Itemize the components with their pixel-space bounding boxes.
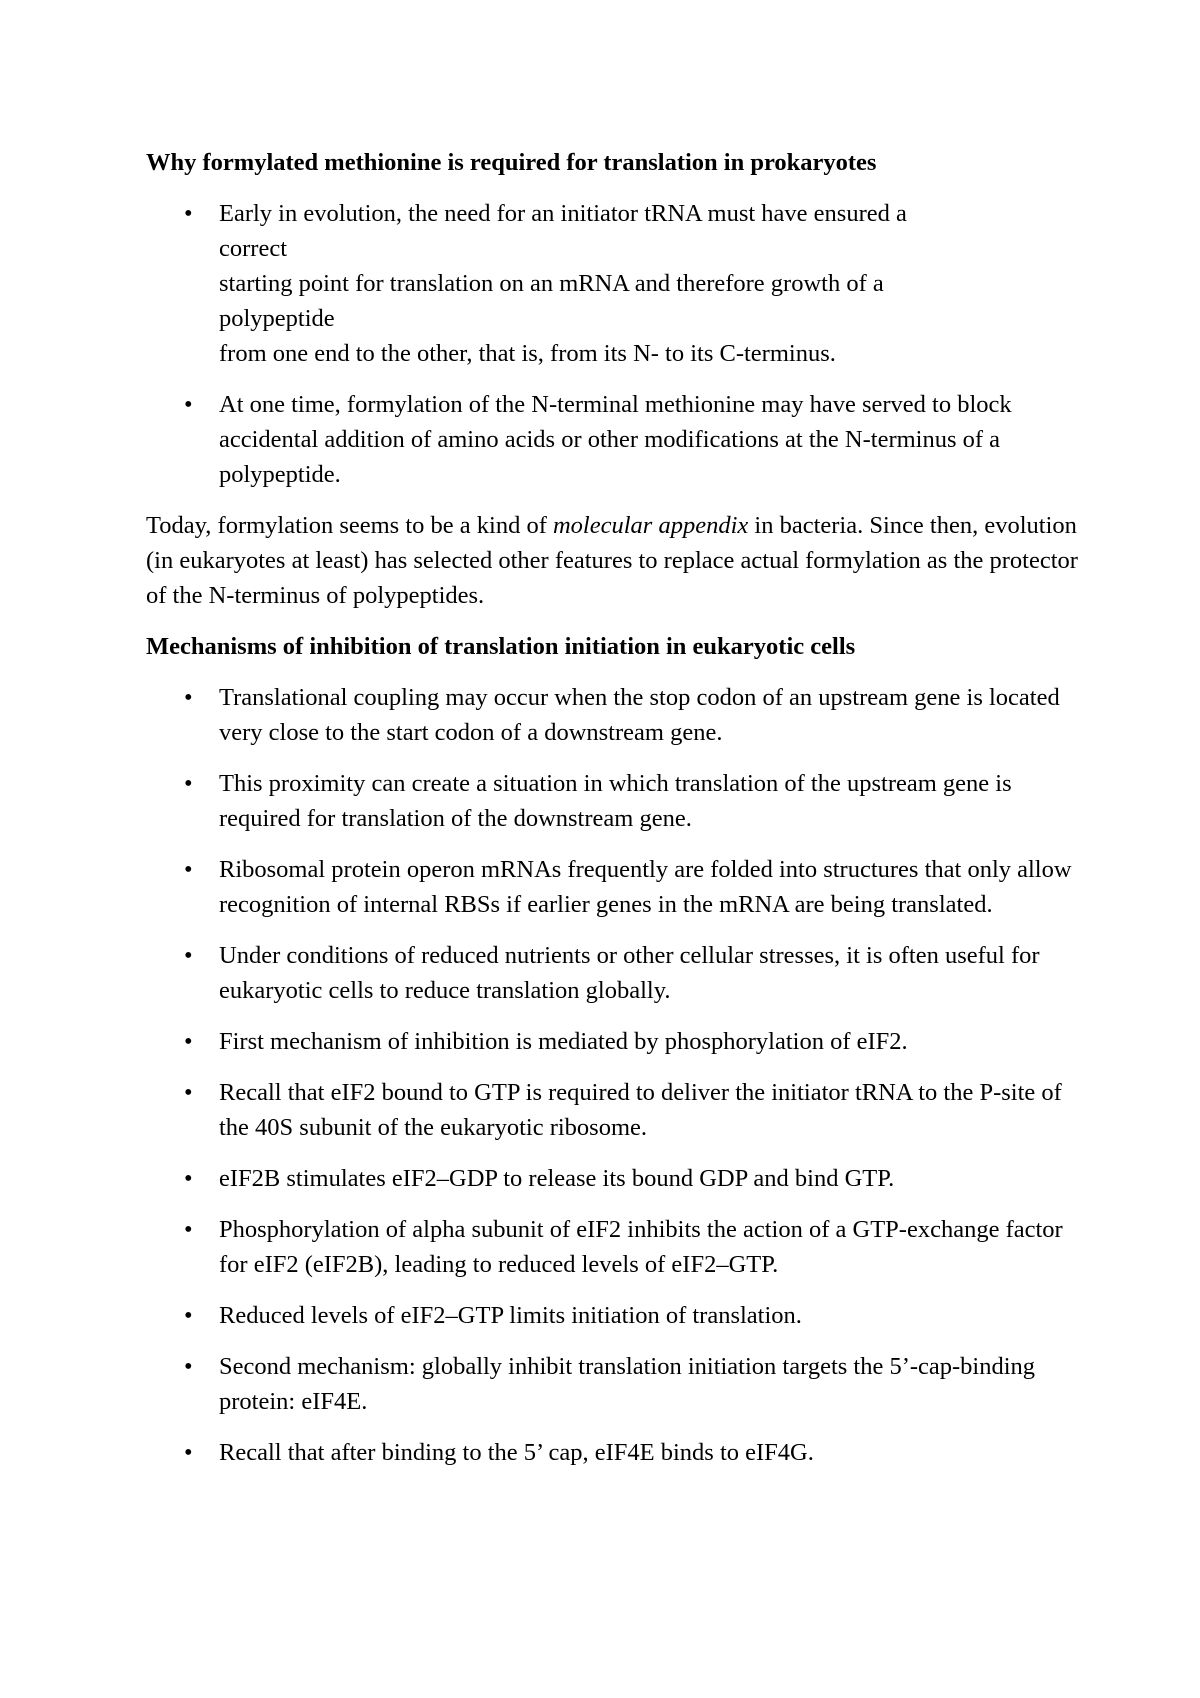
list-item-line: from one end to the other, that is, from its N- to its C-terminus. [219, 340, 836, 367]
list-item-text: Phosphorylation of alpha subunit of eIF2 inhibits the action of a GTP-exchange factor for eIF2 (eIF2B), leading to reduced levels of eIF2–GTP. [219, 1216, 1063, 1278]
list-item-text: Under conditions of reduced nutrients or other cellular stresses, it is often useful for eukaryotic cells to reduce translation globally. [219, 942, 1040, 1004]
bullet-icon: • [184, 200, 193, 227]
list-item-text: Recall that after binding to the 5’ cap, eIF4E binds to eIF4G. [219, 1439, 814, 1466]
list-item [146, 387, 1086, 492]
list-item [146, 1161, 1086, 1196]
bullet-icon: • [184, 1028, 193, 1055]
bullet-icon: • [184, 1216, 193, 1243]
bullet-icon: • [184, 1165, 193, 1192]
list-item-line: polypeptide [219, 305, 335, 332]
list-item [146, 1349, 1086, 1419]
list-item-text: Translational coupling may occur when the stop codon of an upstream gene is located very close to the start codon of a downstream gene. [219, 684, 1060, 746]
document-content [146, 145, 1086, 1486]
bullet-icon: • [184, 1079, 193, 1106]
bullet-icon: • [184, 942, 193, 969]
list-item [146, 680, 1086, 750]
paragraph-italic-term: molecular appendix [552, 512, 749, 539]
list-item-text: At one time, formylation of the N-terminal methionine may have served to block accidental addition of amino acids or other modifications at the N-terminus of a polypeptide. [219, 391, 1012, 488]
list-item [146, 196, 1086, 371]
paragraph-molecular-appendix [146, 508, 1086, 613]
list-item [146, 766, 1086, 836]
list-item [146, 938, 1086, 1008]
list-item [146, 852, 1086, 922]
list-item [146, 1435, 1086, 1470]
list-item-text: eIF2B stimulates eIF2–GDP to release its bound GDP and bind GTP. [219, 1165, 895, 1192]
list-item-text: Reduced levels of eIF2–GTP limits initiation of translation. [219, 1302, 802, 1329]
paragraph-text: Today, formylation seems to be a kind of [146, 512, 553, 539]
list-item-line: correct [219, 235, 287, 262]
bullet-icon: • [184, 1302, 193, 1329]
section-heading-inhibition-mechanisms: Mechanisms of inhibition of translation initiation in eukaryotic cells [146, 633, 856, 660]
list-item [146, 1298, 1086, 1333]
bullet-icon: • [184, 856, 193, 883]
bullet-icon: • [184, 770, 193, 797]
list-item-text: First mechanism of inhibition is mediated by phosphorylation of eIF2. [219, 1028, 908, 1055]
bullet-list-formylation [146, 196, 1086, 492]
section-heading-formylated-methionine: Why formylated methionine is required for translation in prokaryotes [146, 149, 877, 176]
list-item-line: starting point for translation on an mRNA and therefore growth of a [219, 270, 884, 297]
bullet-icon: • [184, 1353, 193, 1380]
bullet-icon: • [184, 391, 193, 418]
bullet-icon: • [184, 1439, 193, 1466]
list-item-text: Recall that eIF2 bound to GTP is required to deliver the initiator tRNA to the P-site of the 40S subunit of the eukaryotic ribosome. [219, 1079, 1062, 1141]
list-item [146, 1212, 1086, 1282]
list-item-line: Early in evolution, the need for an initiator tRNA must have ensured a [219, 200, 907, 227]
list-item-text: This proximity can create a situation in which translation of the upstream gene is required for translation of the downstream gene. [219, 770, 1012, 832]
paragraph-text: in bacteria. Since then, evolution (in eukaryotes at least) has selected other features to replace actual formylation as the protector of the N-terminus of polypeptides. [146, 512, 1078, 609]
bullet-list-inhibition [146, 680, 1086, 1470]
list-item-text: Ribosomal protein operon mRNAs frequently are folded into structures that only allow recognition of internal RBSs if earlier genes in the mRNA are being translated. [219, 856, 1072, 918]
bullet-icon: • [184, 684, 193, 711]
list-item [146, 1024, 1086, 1059]
list-item-text: Second mechanism: globally inhibit translation initiation targets the 5’-cap-binding protein: eIF4E. [219, 1353, 1036, 1415]
list-item [146, 1075, 1086, 1145]
